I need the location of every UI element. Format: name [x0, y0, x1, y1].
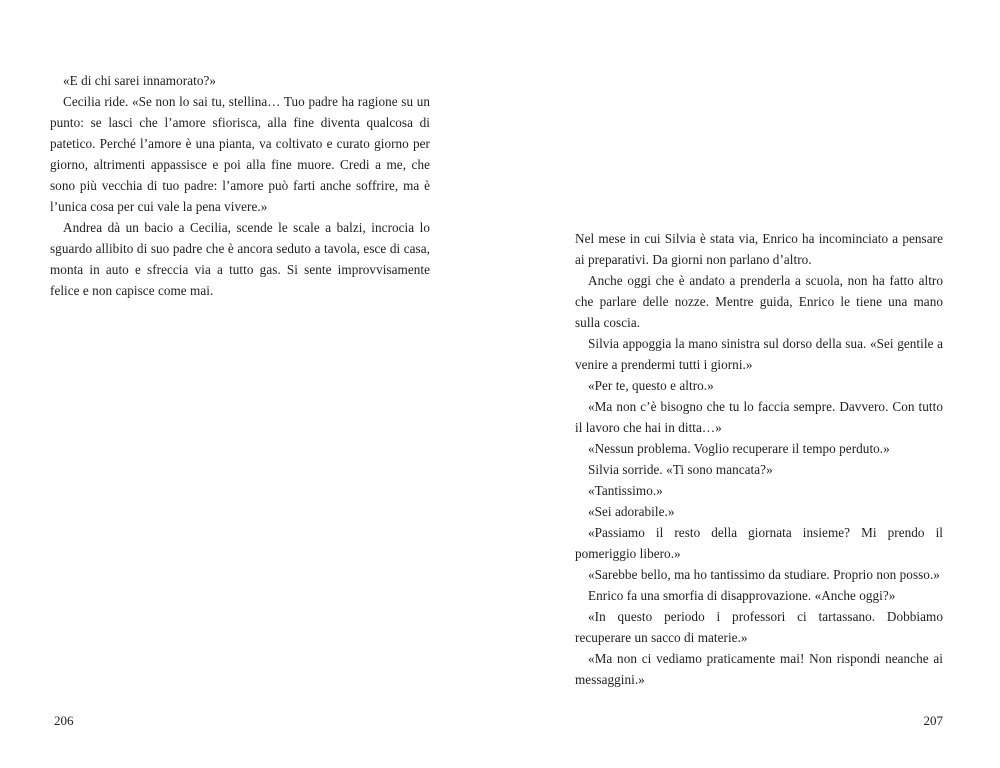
paragraph: «In questo periodo i professori ci tartassano. Dobbiamo recuperare un sacco di materie.» [575, 609, 943, 645]
paragraph: Enrico fa una smorfia di disapprovazione. «Anche oggi?» [588, 588, 896, 603]
paragraph: «Sei adorabile.» [588, 504, 675, 519]
paragraph: «Ma non ci vediamo praticamente mai! Non rispondi neanche ai messaggini.» [575, 651, 943, 687]
left-page-number: 206 [54, 713, 74, 728]
paragraph: «Passiamo il resto della giornata insieme? Mi prendo il pomeriggio libero.» [575, 525, 943, 561]
paragraph: Nel mese in cui Silvia è stata via, Enrico ha incominciato a pensare ai preparativi. Da giorni non parlano d’altro. [575, 231, 943, 267]
left-page-text [50, 70, 430, 301]
paragraph: «Nessun problema. Voglio recuperare il tempo perduto.» [588, 441, 890, 456]
paragraph: «E di chi sarei innamorato?» [63, 73, 217, 88]
right-page [500, 0, 1000, 768]
paragraph: «Ma non c’è bisogno che tu lo faccia sempre. Davvero. Con tutto il lavoro che hai in ditta…» [575, 399, 943, 435]
paragraph: Anche oggi che è andato a prenderla a scuola, non ha fatto altro che parlare delle nozze. Mentre guida, Enrico le tiene una mano sulla coscia. [575, 273, 943, 330]
right-page-text [575, 228, 943, 690]
right-page-number: 207 [923, 713, 943, 728]
paragraph: «Tantissimo.» [588, 483, 663, 498]
paragraph: «Sarebbe bello, ma ho tantissimo da studiare. Proprio non posso.» [588, 567, 940, 582]
paragraph: Andrea dà un bacio a Cecilia, scende le scale a balzi, incrocia lo sguardo allibito di suo padre che è ancora seduto a tavola, esce di casa, monta in auto e sfreccia via a tutto gas. Si sente improvvisamente felice e non capisce come mai. [50, 220, 430, 298]
paragraph: «Per te, questo e altro.» [588, 378, 714, 393]
paragraph: Silvia appoggia la mano sinistra sul dorso della sua. «Sei gentile a venire a prendermi tutti i giorni.» [575, 336, 943, 372]
paragraph: Cecilia ride. «Se non lo sai tu, stellina… Tuo padre ha ragione su un punto: se lasci che l’amore sfiorisca, alla fine diventa qualcosa di patetico. Perché l’amore è una pianta, va coltivato e curato giorno per giorno, altrimenti appassisce e poi alla fine muore. Credi a me, che sono più vecchia di tuo padre: l’amore può farti anche soffrire, ma è l’unica cosa per cui vale la pena vivere.» [50, 94, 430, 214]
paragraph: Silvia sorride. «Ti sono mancata?» [588, 462, 773, 477]
